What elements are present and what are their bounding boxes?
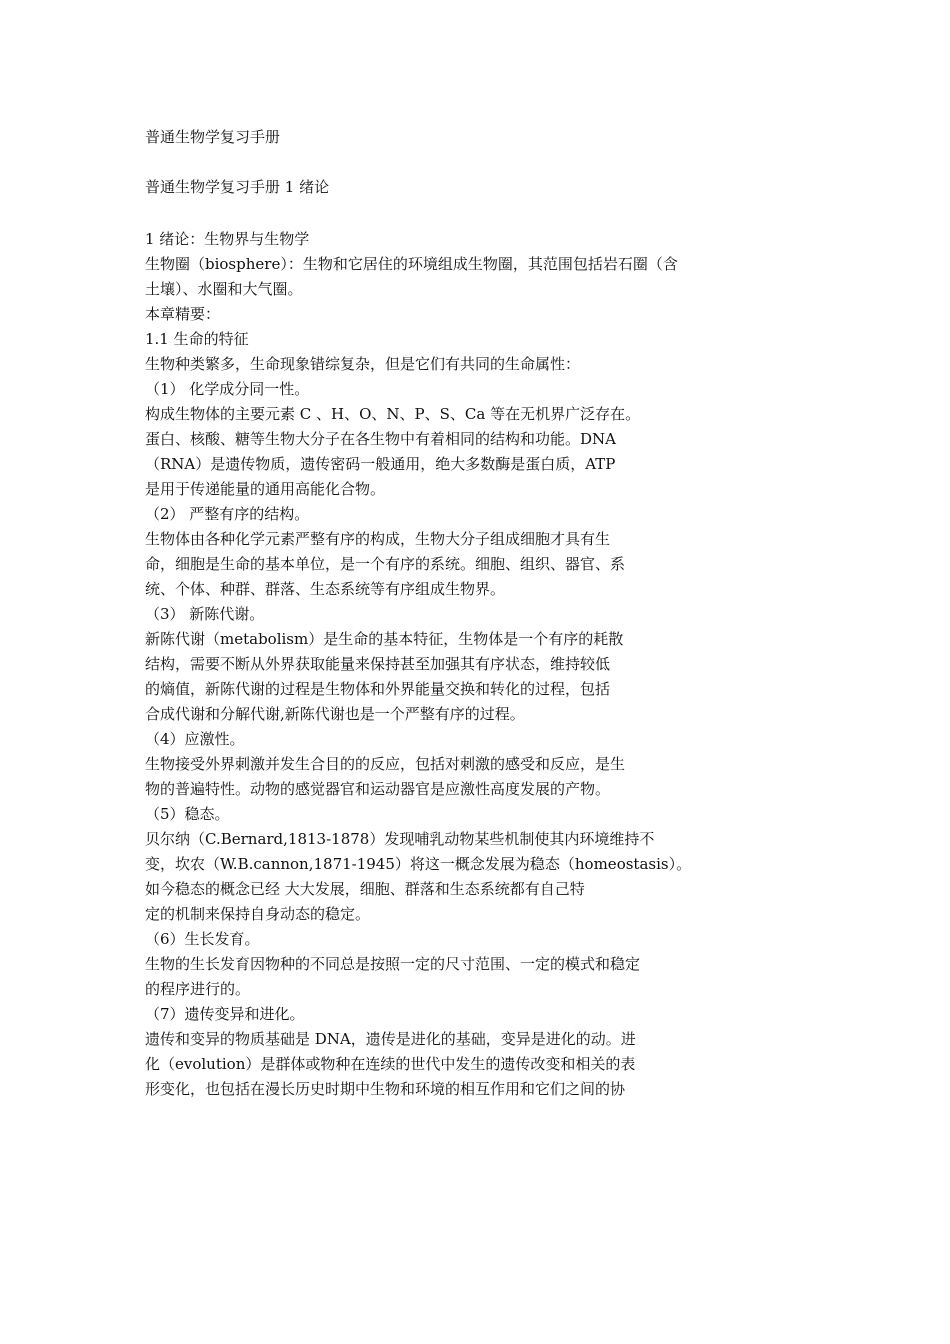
text-line: （7）遗传变异和进化。 — [145, 1005, 305, 1023]
text-line: 的程序进行的。 — [145, 980, 251, 998]
text-line: 结构，需要不断从外界获取能量来保持甚至加强其有序状态，维持较低 — [145, 655, 611, 673]
text-line: 命，细胞是生命的基本单位，是一个有序的系统。细胞、组织、器官、系 — [145, 555, 626, 573]
text-line: 定的机制来保持自身动态的稳定。 — [145, 905, 371, 923]
text-line: （5）稳态。 — [145, 805, 230, 823]
text-line: 如今稳态的概念已经 大大发展，细胞、群落和生态系统都有自己特 — [145, 880, 585, 898]
text-line: （RNA）是遗传物质，遗传密码一般通用，绝大多数酶是蛋白质，ATP — [145, 455, 616, 473]
text-line: 生物的生长发育因物种的不同总是按照一定的尺寸范围、一定的模式和稳定 — [145, 955, 641, 973]
text-line: （1） 化学成分同一性。 — [145, 380, 310, 398]
text-line: （6）生长发育。 — [145, 930, 260, 948]
document-title: 普通生物学复习手册 — [145, 128, 281, 146]
text-line: 统、个体、种群、群落、生态系统等有序组成生物界。 — [145, 580, 506, 598]
text-line: 本章精要： — [145, 305, 221, 323]
text-line: （4）应激性。 — [145, 730, 245, 748]
text-line: 合成代谢和分解代谢,新陈代谢也是一个严整有序的过程。 — [145, 705, 525, 723]
text-line: 土壤）、水圈和大气圈。 — [145, 280, 303, 298]
document-body — [145, 227, 765, 1102]
text-line: 化（evolution）是群体或物种在连续的世代中发生的遗传改变和相关的表 — [145, 1055, 636, 1073]
text-line: 1 绪论：生物界与生物学 — [145, 230, 310, 248]
text-line: 物的普遍特性。动物的感觉器官和运动器官是应激性高度发展的产物。 — [145, 780, 611, 798]
text-line: 1.1 生命的特征 — [145, 330, 249, 348]
text-line: 生物种类繁多，生命现象错综复杂，但是它们有共同的生命属性： — [145, 355, 581, 373]
text-line: 贝尔纳（C.Bernard,1813-1878）发现哺乳动物某些机制使其内环境维持不 — [145, 830, 655, 848]
text-line: （2） 严整有序的结构。 — [145, 505, 310, 523]
text-line: 是用于传递能量的通用高能化合物。 — [145, 480, 386, 498]
text-line: 新陈代谢（metabolism）是生命的基本特征，生物体是一个有序的耗散 — [145, 630, 624, 648]
text-line: 形变化，也包括在漫长历史时期中生物和环境的相互作用和它们之间的协 — [145, 1080, 626, 1098]
text-line: 蛋白、核酸、糖等生物大分子在各生物中有着相同的结构和功能。DNA — [145, 430, 616, 448]
text-line: 的熵值，新陈代谢的过程是生物体和外界能量交换和转化的过程，包括 — [145, 680, 611, 698]
text-line: 生物接受外界刺激并发生合目的的反应，包括对刺激的感受和反应，是生 — [145, 755, 626, 773]
text-line: 构成生物体的主要元素 C 、H、O、N、P、S、Ca 等在无机界广泛存在。 — [145, 405, 641, 423]
text-line: 遗传和变异的物质基础是 DNA，遗传是进化的基础，变异是进化的动。进 — [145, 1030, 636, 1048]
text-line: 生物圈（biosphere）：生物和它居住的环境组成生物圈，其范围包括岩石圈（含 — [145, 255, 678, 273]
text-line: （3） 新陈代谢。 — [145, 605, 265, 623]
document-subtitle: 普通生物学复习手册 1 绪论 — [145, 178, 330, 196]
text-line: 变，坎农（W.B.cannon,1871-1945）将这一概念发展为稳态（homeostasis）。 — [145, 855, 692, 873]
text-line: 生物体由各种化学元素严整有序的构成，生物大分子组成细胞才具有生 — [145, 530, 611, 548]
